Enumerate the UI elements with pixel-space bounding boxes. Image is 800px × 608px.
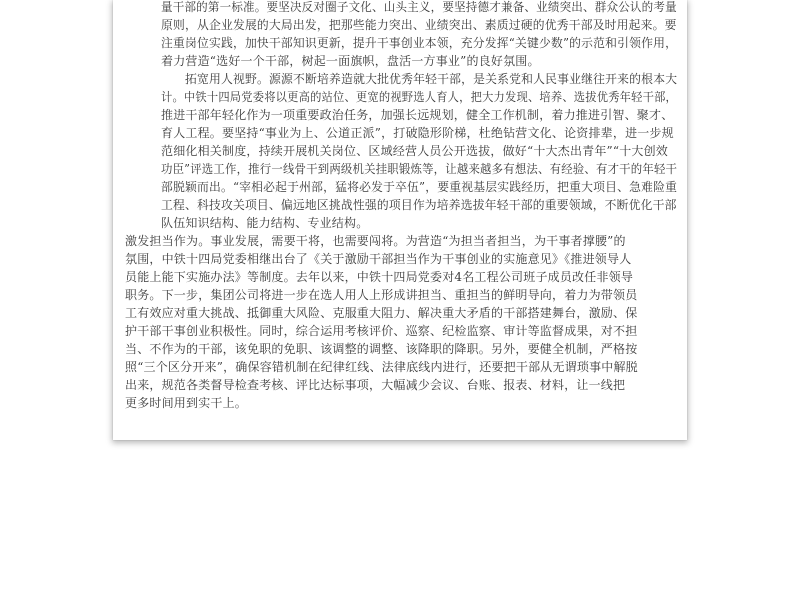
paragraph-line: 着力营造“选好一个干部，树起一面旗帜，盘活一方事业”的良好氛围。 xyxy=(161,54,540,68)
paragraph-line: 功臣”评选工作，推行一线骨干到两级机关挂职锻炼等，让越来越多有想法、有经验、有才干的年轻干 xyxy=(161,162,678,176)
paragraph-line: 拓宽用人视野。源源不断培养造就大批优秀年轻干部，是关系党和人民事业继往开来的根本大 xyxy=(185,72,678,86)
paragraph-line: 工程、科技攻关项目、偏远地区挑战性强的项目作为培养选拔年轻干部的重要领域，不断优化干部 xyxy=(161,198,677,212)
paragraph-line: 注重岗位实践，加快干部知识更新，提升干事创业本领，充分发挥“关键少数”的示范和引领作用， xyxy=(161,36,678,50)
paragraph-line: 队伍知识结构、能力结构、专业结构。 xyxy=(161,216,369,230)
paragraph-line: 工有效应对重大挑战、抵御重大风险、克服重大阻力、解决重大矛盾的干部搭建舞台，激励、保 xyxy=(125,306,638,320)
paragraph-line: 出来，规范各类督导检查考核、评比达标事项，大幅减少会议、台账、报表、材料，让一线把 xyxy=(125,378,626,392)
paragraph-line: 护干部干事创业积极性。同时，综合运用考核评价、巡察、纪检监察、审计等监督成果，对不担 xyxy=(125,324,638,338)
paragraph-line: 当、不作为的干部，该免职的免职、该调整的调整、该降职的降职。另外，要健全机制，严格按 xyxy=(125,342,638,356)
paragraph-line: 量干部的第一标准。要坚决反对圈子文化、山头主义，要坚持德才兼备、业绩突出、群众公认的考量 xyxy=(161,0,677,14)
paragraph-line: 原则，从企业发展的大局出发，把那些能力突出、业绩突出、素质过硬的优秀干部及时用起来。要 xyxy=(161,18,677,32)
document-page xyxy=(113,0,687,440)
paragraph-line: 育人工程。要坚持“事业为上、公道正派”，打破隐形阶梯，杜绝钻营文化、论资排辈，进一步规 xyxy=(161,126,674,140)
paragraph-line: 职务。下一步，集团公司将进一步在选人用人上形成讲担当、重担当的鲜明导向，着力为带领员 xyxy=(125,288,638,302)
paragraph-line: 氛围，中铁十四局党委相继出台了《关于激励干部担当作为干事创业的实施意见》《推进领导人 xyxy=(125,252,632,266)
paragraph-line: 推进干部年轻化作为一项重要政治任务，加强长远规划，健全工作机制，着力推进引智、聚才、 xyxy=(161,108,674,122)
paragraph-line: 部脱颖而出。“宰相必起于州部，猛将必发于卒伍”，要重视基层实践经历，把重大项目、急难险重 xyxy=(161,180,678,194)
paragraph-line: 更多时间用到实干上。 xyxy=(125,396,248,410)
paragraph-line: 计。中铁十四局党委将以更高的站位、更宽的视野选人育人，把大力发现、培养、选拔优秀年轻干部， xyxy=(161,90,678,104)
paragraph-line: 范细化相关制度，持续开展机关岗位、区域经营人员公开选拔，做好“十大杰出青年”“十大创效 xyxy=(161,144,669,158)
paragraph-line: 激发担当作为。事业发展，需要干将，也需要闯将。为营造“为担当者担当，为干事者撑腰”的 xyxy=(125,234,626,248)
paragraph-line: 员能上能下实施办法》等制度。去年以来，中铁十四局党委对4名工程公司班子成员改任非领导 xyxy=(125,270,634,284)
paragraph-line: 照“三个区分开来”，确保容错机制在纪律红线、法律底线内进行，还要把干部从无谓琐事中解脱 xyxy=(125,360,638,374)
